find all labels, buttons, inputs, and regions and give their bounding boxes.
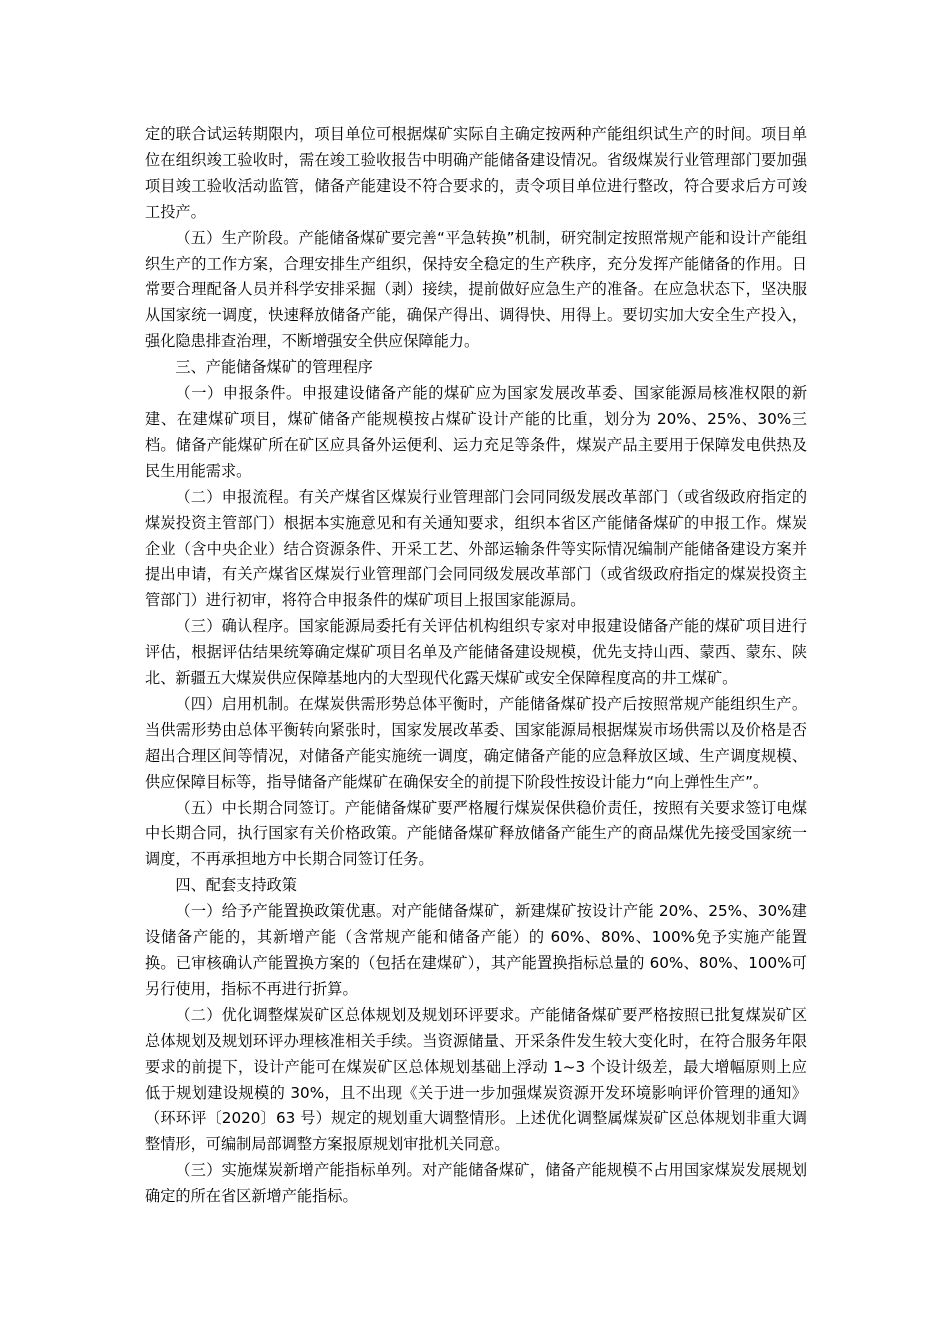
paragraph-capacity-replacement: （一）给予产能置换政策优惠。对产能储备煤矿，新建煤矿按设计产能 20%、25%、30%建设储备产能的，其新增产能（含常规产能和储备产能）的 60%、80%、100%免予实施产能置换。已审核确认产能置换方案的（包括在建煤矿），其产能置换指标总量的 60%、80%、100%可另行使用，指标不再进行折算。 <box>145 902 807 998</box>
paragraph-activation-mechanism: （四）启用机制。在煤炭供需形势总体平衡时，产能储备煤矿投产后按照常规产能组织生产。当供需形势由总体平衡转向紧张时，国家发展改革委、国家能源局根据煤炭市场供需以及价格是否超出合理区间等情况，对储备产能实施统一调度，确定储备产能的应急释放区域、生产调度规模、供应保障目标等，指导储备产能煤矿在确保安全的前提下阶段性按设计能力“向上弹性生产”。 <box>145 694 807 791</box>
paragraph-application-conditions: （一）申报条件。申报建设储备产能的煤矿应为国家发展改革委、国家能源局核准权限的新建、在建煤矿项目，煤矿储备产能规模按占煤矿设计产能的比重，划分为 20%、25%、30%三档。储备产能煤矿所在矿区应具备外运便利、运力充足等条件，煤炭产品主要用于保障发电供热及民生用能需求。 <box>145 384 807 480</box>
document-body <box>145 122 807 1210</box>
paragraph-trial-production-continued: 定的联合试运转期限内，项目单位可根据煤矿实际自主确定按两种产能组织试生产的时间。项目单位在组织竣工验收时，需在竣工验收报告中明确产能储备建设情况。省级煤炭行业管理部门要加强项目竣工验收活动监管，储备产能建设不符合要求的，责令项目单位进行整改，符合要求后方可竣工投产。 <box>145 125 807 221</box>
paragraph-long-term-contracts: （五）中长期合同签订。产能储备煤矿要严格履行煤炭保供稳价责任，按照有关要求签订电煤中长期合同，执行国家有关价格政策。产能储备煤矿释放储备产能生产的商品煤优先接受国家统一调度，不再承担地方中长期合同签订任务。 <box>145 798 807 869</box>
paragraph-confirmation-procedure: （三）确认程序。国家能源局委托有关评估机构组织专家对申报建设储备产能的煤矿项目进行评估，根据评估结果统筹确定煤矿项目名单及产能储备建设规模，优先支持山西、蒙西、蒙东、陕北、新疆五大煤炭供应保障基地内的大型现代化露天煤矿或安全保障程度高的井工煤矿。 <box>145 617 807 688</box>
paragraph-new-capacity-indicators: （三）实施煤炭新增产能指标单列。对产能储备煤矿，储备产能规模不占用国家煤炭发展规划确定的所在省区新增产能指标。 <box>145 1161 807 1206</box>
paragraph-production-stage: （五）生产阶段。产能储备煤矿要完善“平急转换”机制，研究制定按照常规产能和设计产能组织生产的工作方案，合理安排生产组织，保持安全稳定的生产秩序，充分发挥产能储备的作用。日常要合理配备人员并科学安排采掘（剥）接续，提前做好应急生产的准备。在应急状态下，坚决服从国家统一调度，快速释放储备产能，确保产得出、调得快、用得上。要切实加大安全生产投入，强化隐患排查治理，不断增强安全供应保障能力。 <box>145 228 807 351</box>
paragraph-mining-area-planning: （二）优化调整煤炭矿区总体规划及规划环评要求。产能储备煤矿要严格按照已批复煤炭矿区总体规划及规划环评办理核准相关手续。当资源储量、开采条件发生较大变化时，在符合服务年限要求的前提下，设计产能可在煤炭矿区总体规划基础上浮动 1~3 个设计级差，最大增幅原则上应低于规划建设规模的 30%，且不出现《关于进一步加强煤炭资源开发环境影响评价管理的通知》（环环评〔2020〕63 号）规定的规划重大调整情形。上述优化调整属煤炭矿区总体规划非重大调整情形，可编制局部调整方案报原规划审批机关同意。 <box>145 1005 807 1154</box>
section-heading-management-procedure: 三、产能储备煤矿的管理程序 <box>175 358 373 377</box>
paragraph-application-process: （二）申报流程。有关产煤省区煤炭行业管理部门会同同级发展改革部门（或省级政府指定的煤炭投资主管部门）根据本实施意见和有关通知要求，组织本省区产能储备煤矿的申报工作。煤炭企业（含中央企业）结合资源条件、开采工艺、外部运输条件等实际情况编制产能储备建设方案并提出申请，有关产煤省区煤炭行业管理部门会同同级发展改革部门（或省级政府指定的煤炭投资主管部门）进行初审，将符合申报条件的煤矿项目上报国家能源局。 <box>145 487 807 610</box>
section-heading-supporting-policies: 四、配套支持政策 <box>175 876 297 895</box>
